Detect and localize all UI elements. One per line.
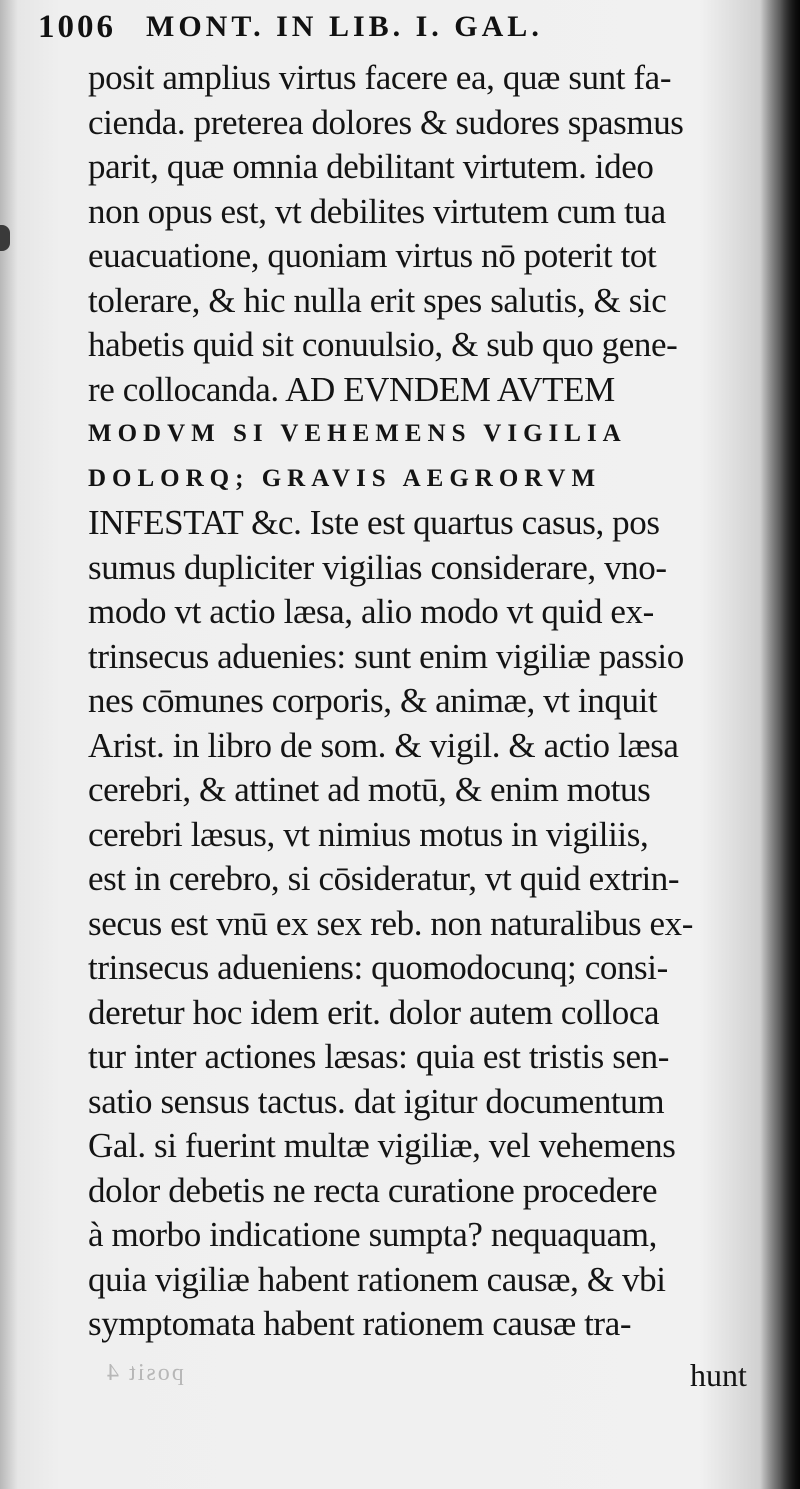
text-line: parit, quæ omnia debilitant virtutem. ideo [88, 147, 654, 186]
text-line: Arist. in libro de som. & vigil. & actio læsa [88, 725, 679, 765]
text-line: tolerare, & hic nulla erit spes salutis, & sic [88, 280, 667, 320]
text-line: non opus est, vt debilites virtutem cum tua [88, 191, 666, 231]
running-title: MONT. IN LIB. I. GAL. [146, 10, 543, 43]
text-line: sumus dupliciter vigilias considerare, vno- [88, 547, 667, 587]
text-line: cerebri, & attinet ad motū, & enim motus [88, 770, 651, 809]
binding-gutter-shadow [760, 0, 800, 1489]
text-line: deretur hoc idem erit. dolor autem colloca [88, 992, 660, 1032]
text-line: Gal. si fuerint multæ vigiliæ, vel vehemens [88, 1126, 676, 1165]
bleed-through-text: posit 4 [105, 1360, 184, 1386]
text-line: à morbo indicatione sumpta? nequaquam, [88, 1215, 657, 1254]
page-number: 1006 [38, 8, 116, 45]
text-line: satio sensus tactus. dat igitur documentum [88, 1081, 665, 1121]
text-line-capitals: MODVM SI VEHEMENS VIGILIA [88, 420, 627, 447]
text-line: dolor debetis ne recta curatione procedere [88, 1170, 658, 1210]
text-line: cienda. preterea dolores & sudores spasmus [88, 102, 684, 142]
text-line: symptomata habent rationem causæ tra- [88, 1304, 632, 1343]
text-line: re collocanda. AD EVNDEM AVTEM [88, 369, 615, 409]
body-text [88, 56, 748, 1347]
text-line: habetis quid sit conuulsio, & sub quo gene- [88, 325, 678, 364]
text-line: tur inter actiones læsas: quia est tristis sen- [88, 1037, 669, 1076]
text-line: secus est vnū ex sex reb. non naturalibus ex- [88, 903, 694, 943]
text-line: posit amplius virtus facere ea, quæ sunt fa- [88, 58, 672, 97]
running-head [38, 2, 688, 52]
text-line: trinsecus adueniens: quomodocunq; consi- [88, 948, 668, 987]
text-line: modo vt actio læsa, alio modo vt quid ex- [88, 592, 654, 631]
text-line: est in cerebro, si cōsideratur, vt quid extrin- [88, 859, 680, 898]
text-line: euacuatione, quoniam virtus nō poterit tot [88, 236, 657, 275]
text-line: cerebri læsus, vt nimius motus in vigiliis, [88, 814, 649, 854]
text-line: nes cōmunes corporis, & animæ, vt inquit [88, 681, 658, 720]
text-line: trinsecus aduenies: sunt enim vigiliæ passio [88, 636, 684, 676]
catchword: hunt [690, 1357, 747, 1393]
text-line: INFESTAT &c. Iste est quartus casus, pos [88, 503, 660, 542]
text-line-capitals: DOLORQ; GRAVIS AEGRORVM [88, 464, 602, 492]
text-line: quia vigiliæ habent rationem causæ, & vbi [88, 1259, 666, 1299]
page-edge-mark [0, 225, 10, 251]
